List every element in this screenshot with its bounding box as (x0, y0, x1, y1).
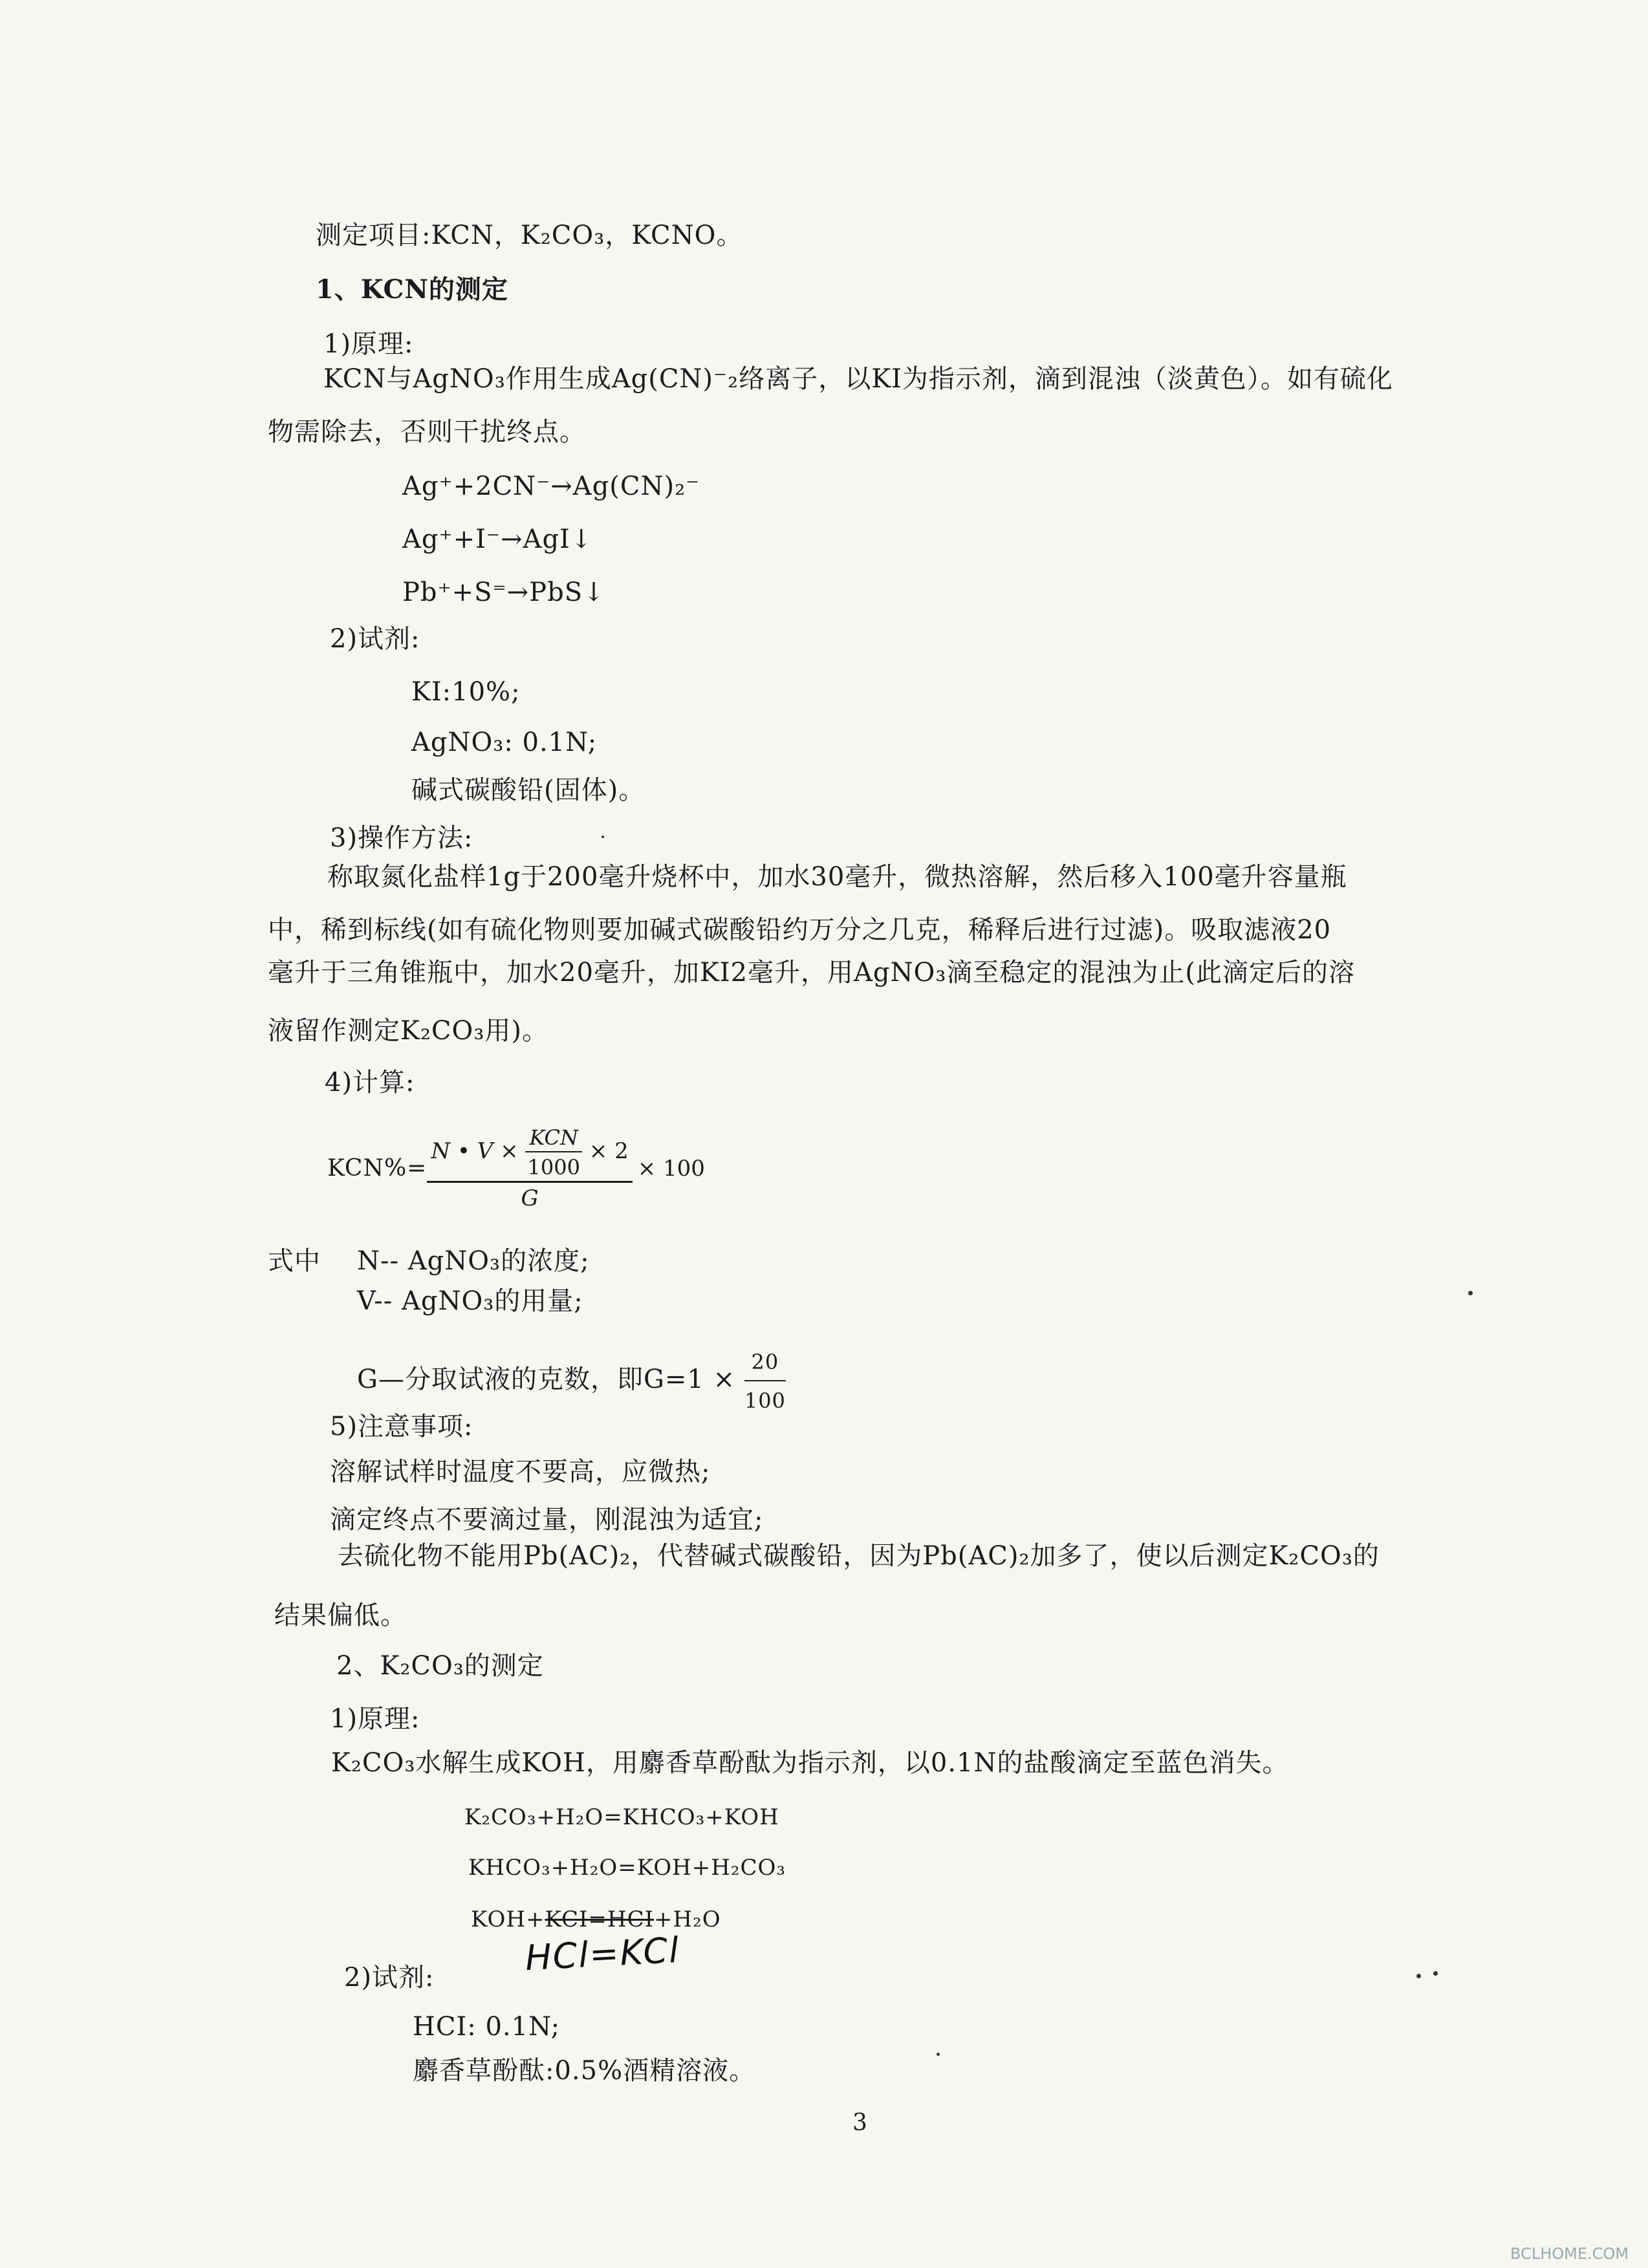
s1-method-line1: 称取氮化盐样1g于200毫升烧杯中，加水30毫升，微热溶解，然后移入100毫升容量瓶 (327, 862, 1347, 892)
s1-method-line3: 毫升于三角锥瓶中，加水20毫升，加KI2毫升，用AgNO₃滴至稳定的混浊为止(此滴定后的溶 (268, 958, 1355, 988)
formula-top-right: × 2 (589, 1138, 629, 1164)
measured-items: 测定项目:KCN，K₂CO₃，KCNO。 (316, 221, 743, 250)
s1-notes-heading: 5)注意事项: (330, 1412, 473, 1442)
s1-calc-heading: 4)计算: (325, 1068, 415, 1097)
page-number: 3 (852, 2110, 867, 2136)
s1-equation-3: Pb⁺+S⁼→PbS↓ (402, 578, 605, 607)
where-g-fraction (744, 1345, 786, 1418)
s2-eq3-struck: KCI=HCI (545, 1906, 655, 1932)
scan-speck (1468, 1291, 1473, 1295)
s2-reagent-hcl: HCI: 0.1N; (413, 2012, 561, 2042)
scan-speck (602, 836, 604, 838)
where-n: N-- AgNO₃的浓度; (357, 1246, 590, 1276)
section2-title: 2、K₂CO₃的测定 (336, 1651, 544, 1681)
kcn-percent-formula (327, 1125, 705, 1211)
where-g-text: G—分取试液的克数，即G=1 × (357, 1365, 736, 1394)
s1-principle-heading: 1)原理: (323, 329, 414, 359)
formula-numerator (427, 1125, 632, 1183)
note-1: 溶解试样时温度不要高，应微热; (330, 1457, 711, 1487)
where-label: 式中 (268, 1246, 321, 1276)
formula-main-fraction (427, 1125, 632, 1211)
s2-principle-heading: 1)原理: (330, 1704, 420, 1734)
formula-top-left: N • V × (431, 1138, 519, 1164)
s2-eq3-pre: KOH+ (471, 1906, 545, 1932)
note-2: 滴定终点不要滴过量，刚混浊为适宜; (330, 1505, 764, 1535)
section1-title: 1、KCN的测定 (316, 274, 508, 305)
note-3-line1: 去硫化物不能用Pb(AC)₂，代替碱式碳酸铅，因为Pb(AC)₂加多了，使以后测定K₂CO₃的 (338, 1541, 1380, 1571)
s1-reagent-agno3: AgNO₃: 0.1N; (411, 728, 598, 757)
s1-equation-1: Ag⁺+2CN⁻→Ag(CN)₂⁻ (402, 471, 700, 501)
s1-reagents-heading: 2)试剂: (330, 624, 420, 654)
scan-speck (1433, 1971, 1438, 1976)
where-g-num: 20 (744, 1345, 786, 1381)
formula-denominator: G (521, 1185, 539, 1211)
s2-principle-line: K₂CO₃水解生成KOH，用麝香草酚酞为指示剂，以0.1N的盐酸滴定至蓝色消失。 (331, 1748, 1289, 1778)
s2-reagent-indicator: 麝香草酚酞:0.5%酒精溶液。 (413, 2056, 756, 2086)
where-g-den: 100 (744, 1388, 786, 1413)
s1-reagent-ki: KI:10%; (411, 677, 521, 707)
formula-inner-num: KCN (525, 1125, 582, 1152)
formula-inner-den: 1000 (527, 1155, 580, 1180)
s2-equation-2: KHCO₃+H₂O=KOH+H₂CO₃ (468, 1855, 786, 1881)
s1-reagent-lead: 碱式碳酸铅(固体)。 (411, 775, 645, 805)
s1-method-heading: 3)操作方法: (330, 823, 473, 853)
s2-reagents-heading: 2)试剂: (344, 1963, 435, 1993)
s1-principle-line2: 物需除去，否则干扰终点。 (268, 417, 586, 447)
note-3-line2: 结果偏低。 (274, 1601, 407, 1630)
s1-principle-line1: KCN与AgNO₃作用生成Ag(CN)⁻₂络离子，以KI为指示剂，滴到混浊（淡黄色）。如有硫化 (323, 364, 1393, 394)
s1-method-line4: 液留作测定K₂CO₃用)。 (268, 1016, 548, 1046)
s2-equation-1: K₂CO₃+H₂O=KHCO₃+KOH (464, 1804, 779, 1830)
formula-lhs: KCN%= (327, 1154, 428, 1182)
s1-equation-2: Ag⁺+I⁻→AgI↓ (402, 524, 593, 554)
s2-equation-3 (471, 1903, 721, 1936)
scan-speck (1416, 1974, 1421, 1978)
where-g (357, 1345, 786, 1418)
formula-inner-fraction (525, 1125, 582, 1180)
handwritten-correction: HCl=KCl (524, 1929, 681, 1979)
scan-speck (937, 2053, 940, 2056)
site-watermark: BCLHOME.COM (1510, 2245, 1629, 2263)
where-v: V-- AgNO₃的用量; (357, 1286, 583, 1316)
s1-method-line2: 中，稀到标线(如有硫化物则要加碱式碳酸铅约万分之几克，稀释后进行过滤)。吸取滤液20 (268, 915, 1332, 945)
s2-eq3-post: +H₂O (654, 1906, 721, 1932)
formula-right: × 100 (637, 1155, 705, 1182)
